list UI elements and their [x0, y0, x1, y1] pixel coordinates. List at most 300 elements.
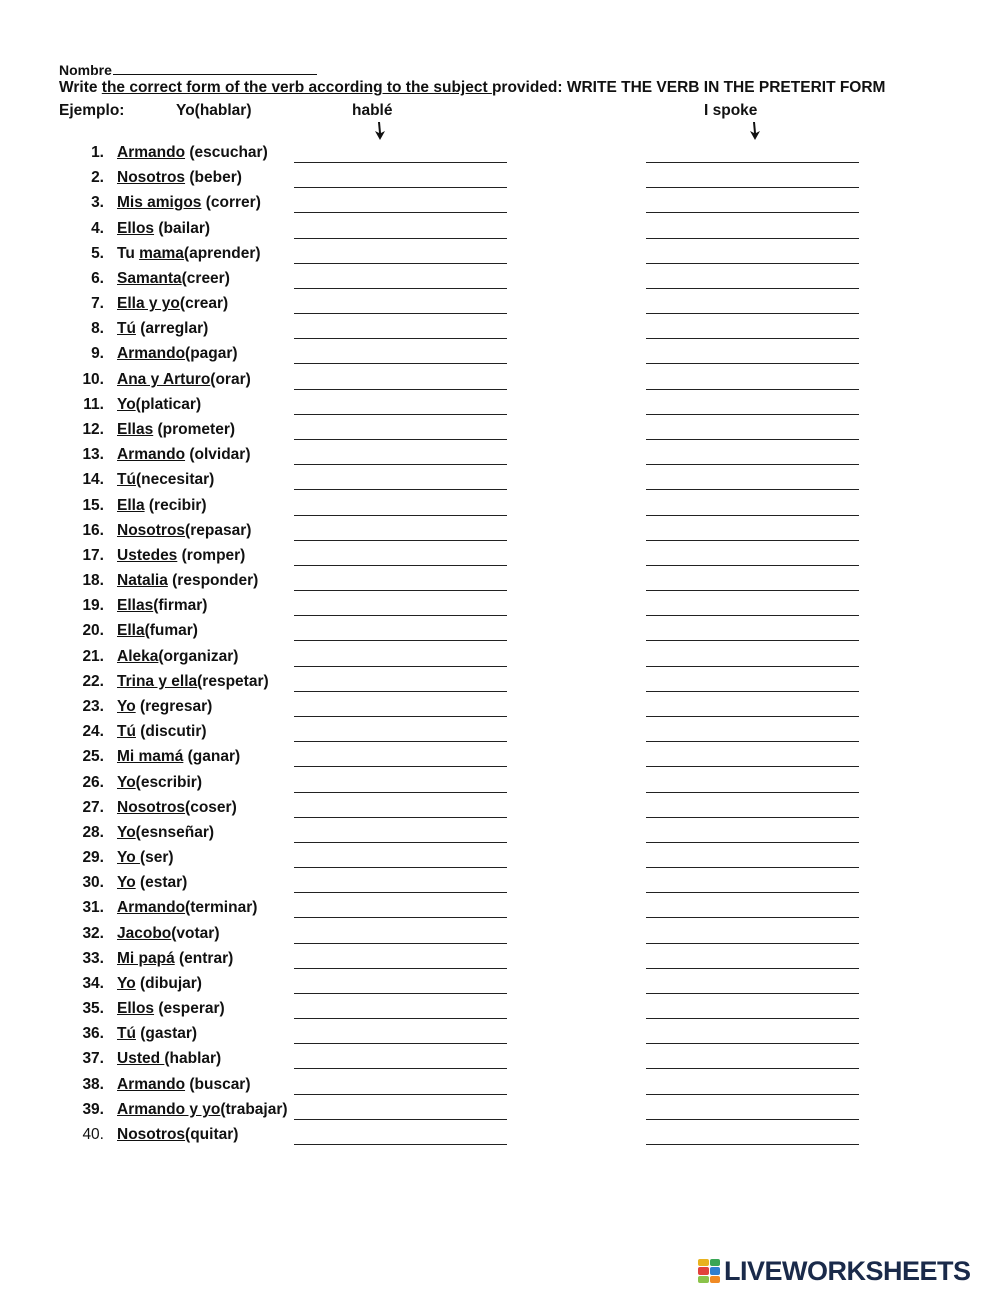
exercise-row: [0, 194, 1000, 219]
english-answer-blank[interactable]: [646, 716, 859, 717]
exercise-row: [0, 421, 1000, 446]
english-answer-blank[interactable]: [646, 389, 859, 390]
exercise-verb: (regresar): [135, 697, 213, 715]
exercise-verb: (entrar): [174, 949, 234, 967]
exercise-number: 33.: [82, 949, 104, 967]
exercise-subject: Nosotros: [117, 521, 186, 539]
english-answer-blank[interactable]: [646, 515, 859, 516]
english-answer-blank[interactable]: [646, 212, 859, 213]
exercise-subject: Ella: [117, 622, 145, 640]
spanish-answer-blank[interactable]: [294, 489, 507, 490]
exercise-subject: Yo: [117, 849, 140, 867]
exercise-row: [0, 371, 1000, 396]
exercise-row: [0, 950, 1000, 975]
exercise-row: [0, 169, 1000, 194]
exercise-row: [0, 1101, 1000, 1126]
exercise-subject: Armando: [117, 446, 186, 464]
exercise-number: 13.: [82, 446, 104, 464]
english-answer-blank[interactable]: [646, 338, 859, 339]
exercise-verb: (romper): [177, 546, 246, 564]
exercise-subject: Yo: [117, 697, 136, 715]
exercise-subject: Mi mamá: [117, 748, 184, 766]
exercise-verb: (organizar): [158, 647, 239, 665]
exercise-prompt: [117, 748, 240, 766]
exercise-subject: Nosotros: [117, 1126, 186, 1144]
spanish-answer-blank[interactable]: [294, 590, 507, 591]
exercise-number: 19.: [82, 597, 104, 615]
exercise-number: 21.: [82, 647, 104, 665]
exercise-number: 1.: [91, 144, 104, 161]
spanish-answer-blank[interactable]: [294, 716, 507, 717]
exercise-prompt: [117, 824, 214, 842]
exercise-verb: (crear): [179, 295, 229, 313]
exercise-number: 40.: [82, 1126, 104, 1144]
exercise-row: [0, 723, 1000, 748]
exercise-row: [0, 144, 1000, 169]
exercise-subject: Armando y yo: [117, 1100, 221, 1118]
spanish-answer-blank[interactable]: [294, 338, 507, 339]
logo-tile: [710, 1259, 721, 1266]
example-subject: Yo(hablar): [176, 102, 252, 119]
spanish-answer-blank[interactable]: [294, 212, 507, 213]
exercise-subject: Ustedes: [117, 546, 178, 564]
english-answer-blank[interactable]: [646, 615, 859, 616]
exercise-prompt: [117, 723, 207, 741]
exercise-subject: Samanta: [117, 269, 182, 287]
exercise-number: 9.: [91, 345, 104, 363]
spanish-answer-blank[interactable]: [294, 842, 507, 843]
english-answer-blank[interactable]: [646, 414, 859, 415]
exercise-prompt: [117, 446, 251, 464]
exercise-verb: (orar): [210, 370, 251, 388]
english-answer-blank[interactable]: [646, 565, 859, 566]
exercise-subject: Usted: [117, 1050, 165, 1068]
liveworksheets-logo: [698, 1257, 971, 1285]
exercise-prompt: [117, 547, 245, 565]
exercise-subject: Yo: [117, 395, 136, 413]
spanish-answer-blank[interactable]: [294, 363, 507, 364]
exercise-verb: (olvidar): [185, 446, 251, 464]
exercise-subject: Tú: [117, 320, 136, 338]
exercise-subject: Armando: [117, 144, 186, 161]
english-answer-blank[interactable]: [646, 741, 859, 742]
exercise-row: [0, 270, 1000, 295]
english-answer-blank[interactable]: [646, 238, 859, 239]
english-answer-blank[interactable]: [646, 363, 859, 364]
spanish-answer-blank[interactable]: [294, 263, 507, 264]
instructions: [59, 79, 885, 97]
exercise-number: 8.: [91, 320, 104, 338]
example-label: Ejemplo:: [59, 102, 125, 119]
exercise-row: [0, 799, 1000, 824]
exercise-subject: Nosotros: [117, 169, 186, 187]
spanish-answer-blank[interactable]: [294, 943, 507, 944]
exercise-row: [0, 295, 1000, 320]
liveworksheets-logo-icon: [698, 1259, 720, 1283]
exercise-row: [0, 748, 1000, 773]
exercise-verb: (aprender): [183, 244, 261, 262]
spanish-answer-blank[interactable]: [294, 414, 507, 415]
exercise-verb: (correr): [201, 194, 261, 212]
spanish-answer-blank[interactable]: [294, 792, 507, 793]
exercise-prompt: [117, 270, 230, 288]
exercise-verb: (gastar): [135, 1025, 198, 1043]
arrow-down-icon: [373, 121, 387, 141]
exercise-prompt: [117, 220, 210, 238]
logo-text: LIVEWORKSHEETS: [724, 1255, 971, 1286]
english-answer-blank[interactable]: [646, 766, 859, 767]
exercise-number: 26.: [82, 773, 104, 791]
exercise-subject: Ellos: [117, 219, 155, 237]
exercise-prompt: [117, 874, 187, 892]
exercise-prompt: [117, 194, 261, 212]
exercise-number: 29.: [82, 849, 104, 867]
spanish-answer-blank[interactable]: [294, 565, 507, 566]
exercise-verb: (fumar): [144, 622, 198, 640]
exercise-verb: (repasar): [185, 521, 252, 539]
exercise-prompt: [117, 471, 214, 489]
spanish-answer-blank[interactable]: [294, 691, 507, 692]
exercise-verb: (quitar): [185, 1126, 239, 1144]
exercise-prompt: [117, 1076, 251, 1094]
exercise-verb: (escribir): [135, 773, 202, 791]
example-english: I spoke: [704, 102, 758, 119]
exercise-number: 5.: [91, 244, 104, 262]
exercise-subject: Yo: [117, 773, 136, 791]
english-answer-blank[interactable]: [646, 666, 859, 667]
exercise-row: [0, 673, 1000, 698]
exercise-prompt: [117, 925, 220, 943]
exercise-row: [0, 245, 1000, 270]
exercise-number: 18.: [82, 572, 104, 590]
exercise-row: [0, 1000, 1000, 1025]
exercise-subject: Nosotros: [117, 798, 186, 816]
exercise-row: [0, 597, 1000, 622]
exercise-prompt: [117, 1000, 225, 1018]
spanish-answer-blank[interactable]: [294, 917, 507, 918]
exercise-row: [0, 446, 1000, 471]
exercise-row: [0, 774, 1000, 799]
exercise-verb: (arreglar): [135, 320, 209, 338]
exercise-number: 22.: [82, 672, 104, 690]
exercise-prompt: [117, 396, 201, 414]
spanish-answer-blank[interactable]: [294, 313, 507, 314]
exercise-subject: Yo: [117, 874, 136, 892]
exercise-number: 37.: [82, 1050, 104, 1068]
exercise-row: [0, 497, 1000, 522]
spanish-answer-blank[interactable]: [294, 1144, 507, 1145]
english-answer-blank[interactable]: [646, 691, 859, 692]
exercise-verb: (respetar): [197, 672, 269, 690]
exercise-prompt: [117, 345, 238, 363]
exercise-verb: (beber): [185, 169, 242, 187]
english-answer-blank[interactable]: [646, 590, 859, 591]
exercise-prefix: Tu: [117, 244, 140, 262]
exercise-subject: Trina y ella: [117, 672, 198, 690]
exercise-number: 20.: [82, 622, 104, 640]
exercise-verb: (platicar): [135, 395, 202, 413]
spanish-answer-blank[interactable]: [294, 1094, 507, 1095]
exercise-subject: Ana y Arturo: [117, 370, 211, 388]
exercise-row: [0, 899, 1000, 924]
instructions-pre: Write: [59, 79, 102, 96]
spanish-answer-blank[interactable]: [294, 187, 507, 188]
english-answer-blank[interactable]: [646, 817, 859, 818]
english-answer-blank[interactable]: [646, 288, 859, 289]
english-answer-blank[interactable]: [646, 162, 859, 163]
exercise-number: 11.: [83, 395, 104, 413]
exercise-number: 32.: [82, 924, 104, 942]
instructions-underlined: the correct form of the verb according to the subject: [101, 79, 492, 96]
spanish-answer-blank[interactable]: [294, 238, 507, 239]
exercise-number: 39.: [82, 1100, 104, 1118]
name-label: Nombre: [59, 62, 112, 78]
exercise-row: [0, 824, 1000, 849]
spanish-answer-blank[interactable]: [294, 389, 507, 390]
exercise-row: [0, 1025, 1000, 1050]
spanish-answer-blank[interactable]: [294, 968, 507, 969]
exercise-verb: (creer): [181, 269, 230, 287]
exercise-prompt: [117, 950, 233, 968]
english-answer-blank[interactable]: [646, 540, 859, 541]
exercise-subject: Ella y yo: [117, 295, 180, 313]
name-blank[interactable]: [113, 60, 317, 75]
exercise-number: 34.: [82, 974, 104, 992]
exercise-row: [0, 622, 1000, 647]
exercise-row: [0, 874, 1000, 899]
exercise-number: 14.: [82, 471, 104, 489]
exercise-verb: (recibir): [144, 496, 207, 514]
exercise-number: 35.: [82, 1000, 104, 1018]
exercise-prompt: [117, 522, 251, 540]
exercise-prompt: [117, 572, 258, 590]
english-answer-blank[interactable]: [646, 187, 859, 188]
spanish-answer-blank[interactable]: [294, 1018, 507, 1019]
exercise-prompt: [117, 320, 208, 338]
english-answer-blank[interactable]: [646, 867, 859, 868]
exercise-subject: Yo: [117, 823, 136, 841]
exercise-row: [0, 320, 1000, 345]
english-answer-blank[interactable]: [646, 917, 859, 918]
exercise-verb: (trabajar): [220, 1100, 288, 1118]
spanish-answer-blank[interactable]: [294, 439, 507, 440]
english-answer-blank[interactable]: [646, 968, 859, 969]
spanish-answer-blank[interactable]: [294, 666, 507, 667]
exercise-subject: Jacobo: [117, 924, 172, 942]
logo-tile: [710, 1276, 721, 1283]
exercise-prompt: [117, 1050, 221, 1068]
exercise-row: [0, 547, 1000, 572]
exercise-prompt: [117, 295, 228, 313]
spanish-answer-blank[interactable]: [294, 867, 507, 868]
exercise-subject: Armando: [117, 899, 186, 917]
english-answer-blank[interactable]: [646, 1144, 859, 1145]
exercise-number: 4.: [91, 219, 104, 237]
exercise-verb: (buscar): [185, 1075, 251, 1093]
exercise-number: 10.: [82, 370, 104, 388]
spanish-answer-blank[interactable]: [294, 1043, 507, 1044]
exercise-prompt: [117, 899, 257, 917]
spanish-answer-blank[interactable]: [294, 640, 507, 641]
english-answer-blank[interactable]: [646, 943, 859, 944]
exercise-verb: (ser): [139, 849, 174, 867]
english-answer-blank[interactable]: [646, 464, 859, 465]
exercise-prompt: [117, 245, 261, 263]
arrow-down-icon: [748, 121, 762, 141]
exercise-subject: Tú: [117, 471, 136, 489]
exercise-prompt: [117, 648, 238, 666]
exercise-row: [0, 849, 1000, 874]
exercise-prompt: [117, 622, 198, 640]
exercise-row: [0, 1126, 1000, 1151]
exercise-prompt: [117, 799, 237, 817]
exercise-verb: (votar): [171, 924, 220, 942]
spanish-answer-blank[interactable]: [294, 766, 507, 767]
spanish-answer-blank[interactable]: [294, 540, 507, 541]
exercise-row: [0, 396, 1000, 421]
spanish-answer-blank[interactable]: [294, 288, 507, 289]
logo-tile: [710, 1267, 721, 1274]
exercise-verb: (prometer): [153, 420, 236, 438]
exercise-row: [0, 522, 1000, 547]
exercise-prompt: [117, 597, 207, 615]
exercise-number: 24.: [82, 723, 104, 741]
exercise-number: 3.: [91, 194, 104, 212]
exercise-prompt: [117, 698, 212, 716]
exercise-prompt: [117, 849, 174, 867]
english-answer-blank[interactable]: [646, 640, 859, 641]
english-answer-blank[interactable]: [646, 439, 859, 440]
spanish-answer-blank[interactable]: [294, 1068, 507, 1069]
logo-tile: [698, 1267, 709, 1274]
spanish-answer-blank[interactable]: [294, 892, 507, 893]
exercise-subject: Tú: [117, 1025, 136, 1043]
exercise-row: [0, 471, 1000, 496]
exercise-row: [0, 572, 1000, 597]
name-field: [59, 60, 317, 78]
exercise-number: 28.: [82, 823, 104, 841]
english-answer-blank[interactable]: [646, 792, 859, 793]
exercise-verb: (responder): [167, 572, 259, 590]
exercise-verb: (necesitar): [135, 471, 215, 489]
english-answer-blank[interactable]: [646, 892, 859, 893]
exercise-number: 16.: [82, 521, 104, 539]
exercise-row: [0, 1076, 1000, 1101]
spanish-answer-blank[interactable]: [294, 1119, 507, 1120]
exercise-subject: Mi papá: [117, 949, 175, 967]
spanish-answer-blank[interactable]: [294, 515, 507, 516]
exercise-subject: Ellas: [117, 597, 154, 615]
instructions-post: provided: WRITE THE VERB IN THE PRETERIT FORM: [491, 79, 886, 96]
exercise-subject: Tú: [117, 723, 136, 741]
spanish-answer-blank[interactable]: [294, 162, 507, 163]
exercise-verb: (coser): [185, 798, 237, 816]
english-answer-blank[interactable]: [646, 263, 859, 264]
exercise-verb: (escuchar): [185, 144, 268, 161]
exercise-prompt: [117, 673, 269, 691]
exercise-number: 31.: [82, 899, 104, 917]
english-answer-blank[interactable]: [646, 489, 859, 490]
exercise-number: 23.: [82, 697, 104, 715]
exercise-prompt: [117, 1101, 288, 1119]
exercise-row: [0, 698, 1000, 723]
spanish-answer-blank[interactable]: [294, 464, 507, 465]
english-answer-blank[interactable]: [646, 842, 859, 843]
exercise-number: 38.: [82, 1075, 104, 1093]
exercise-verb: (firmar): [153, 597, 208, 615]
exercise-row: [0, 975, 1000, 1000]
english-answer-blank[interactable]: [646, 1094, 859, 1095]
english-answer-blank[interactable]: [646, 1043, 859, 1044]
exercise-prompt: [117, 371, 251, 389]
exercise-row: [0, 1050, 1000, 1075]
exercise-subject: Yo: [117, 974, 136, 992]
exercise-verb: (dibujar): [135, 974, 202, 992]
exercise-number: 17.: [82, 546, 104, 564]
english-answer-blank[interactable]: [646, 1068, 859, 1069]
exercise-number: 36.: [82, 1025, 104, 1043]
spanish-answer-blank[interactable]: [294, 993, 507, 994]
exercise-number: 6.: [91, 269, 104, 287]
exercise-number: 7.: [91, 295, 104, 313]
exercise-prompt: [117, 1025, 197, 1043]
exercise-subject: mama: [139, 244, 184, 262]
exercise-subject: Aleka: [117, 647, 159, 665]
exercise-prompt: [117, 497, 207, 515]
exercise-row: [0, 925, 1000, 950]
logo-tile: [698, 1259, 709, 1266]
exercise-subject: Ellas: [117, 420, 154, 438]
exercise-prompt: [117, 144, 268, 162]
exercise-row: [0, 345, 1000, 370]
exercise-number: 25.: [82, 748, 104, 766]
exercise-subject: Ellos: [117, 1000, 155, 1018]
exercise-subject: Armando: [117, 1075, 186, 1093]
exercise-verb: (esperar): [154, 1000, 225, 1018]
exercise-row: [0, 648, 1000, 673]
exercise-subject: Ella: [117, 496, 145, 514]
exercise-verb: (estar): [135, 874, 188, 892]
exercise-verb: (hablar): [164, 1050, 222, 1068]
exercise-subject: Natalia: [117, 572, 168, 590]
exercise-prompt: [117, 975, 202, 993]
exercise-verb: (terminar): [185, 899, 258, 917]
exercise-number: 12.: [82, 420, 104, 438]
exercise-number: 30.: [82, 874, 104, 892]
exercise-number: 27.: [82, 798, 104, 816]
exercise-row: [0, 220, 1000, 245]
spanish-answer-blank[interactable]: [294, 741, 507, 742]
english-answer-blank[interactable]: [646, 993, 859, 994]
exercise-prompt: [117, 421, 235, 439]
exercise-verb: (ganar): [183, 748, 241, 766]
exercise-verb: (pagar): [185, 345, 238, 363]
exercise-number: 2.: [91, 169, 104, 187]
exercise-number: 15.: [82, 496, 104, 514]
exercise-verb: (discutir): [135, 723, 207, 741]
exercise-verb: (bailar): [154, 219, 211, 237]
exercise-subject: Mis amigos: [117, 194, 202, 212]
english-answer-blank[interactable]: [646, 313, 859, 314]
spanish-answer-blank[interactable]: [294, 615, 507, 616]
exercise-prompt: [117, 774, 202, 792]
exercise-prompt: [117, 1126, 238, 1144]
exercise-verb: (esnseñar): [135, 823, 215, 841]
example-spanish: hablé: [352, 102, 393, 119]
english-answer-blank[interactable]: [646, 1119, 859, 1120]
english-answer-blank[interactable]: [646, 1018, 859, 1019]
spanish-answer-blank[interactable]: [294, 817, 507, 818]
